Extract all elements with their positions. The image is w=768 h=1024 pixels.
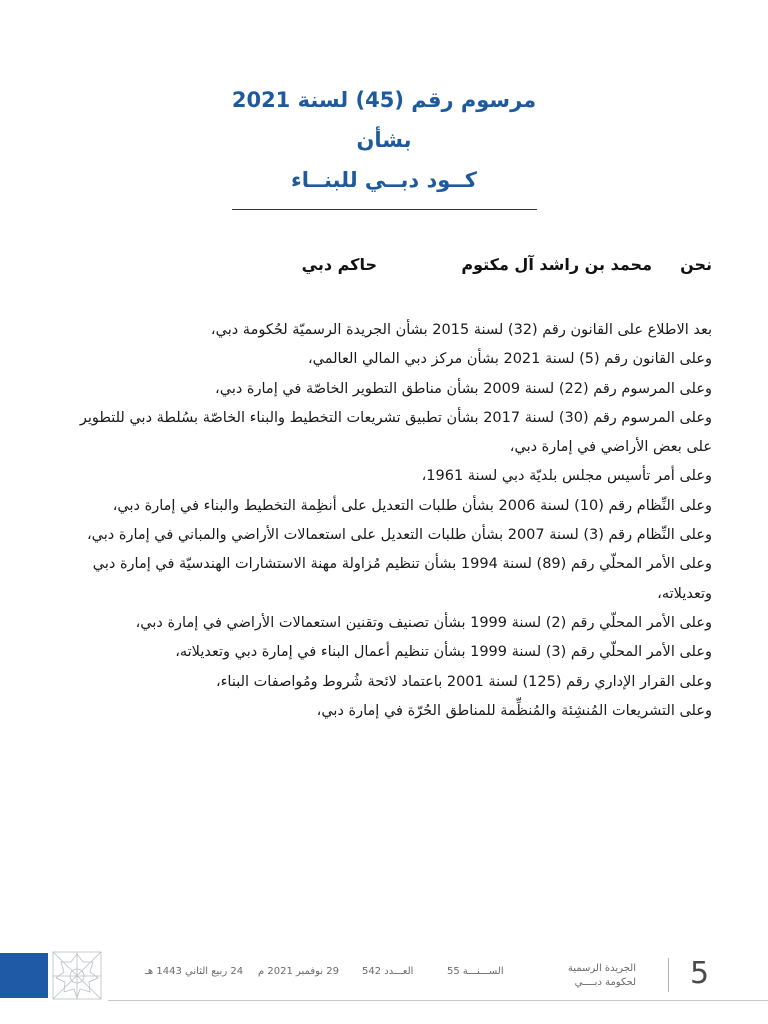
decree-number-line: مرسوم رقم (45) لسنة 2021 (231, 88, 537, 112)
issuer-role: حاكم دبي (301, 255, 377, 274)
preamble-paragraph: وعلى الأمر المحلّي رقم (2) لسنة 1999 بشأن تصنيف وتقنين استعمالات الأراضي في إمارة دبي، (135, 614, 712, 631)
issuer-name: محمد بن راشد آل مكتوم (461, 255, 652, 274)
title-divider (232, 209, 537, 210)
preamble-paragraph: وعلى التشريعات المُنشِئة والمُنظِّمة للمناطق الحُرّة في إمارة دبي، (316, 702, 712, 719)
footer-color-block (0, 953, 48, 998)
issuer-line (52, 255, 712, 285)
footer-separator (668, 958, 669, 992)
preamble-paragraph: وعلى المرسوم رقم (22) لسنة 2009 بشأن مناطق التطوير الخاصّة في إمارة دبي، (215, 380, 712, 397)
preamble-paragraph: بعد الاطلاع على القانون رقم (32) لسنة 2015 بشأن الجريدة الرسميّة لحُكومة دبي، (210, 322, 712, 338)
decree-subject-line: كــود دبــي للبنــاء (291, 168, 477, 192)
geometric-pattern-icon (52, 951, 102, 1000)
preamble-paragraph: وعلى الأمر المحلّي رقم (89) لسنة 1994 بشأن تنظيم مُزاولة مهنة الاستشارات الهندسيّة في إمارة دبي وتعديلاته، (92, 556, 712, 602)
footer-gazette-name (548, 962, 636, 990)
preamble-paragraph: وعلى القانون رقم (5) لسنة 2021 بشأن مركز دبي المالي العالمي، (307, 351, 712, 368)
preamble-paragraph: وعلى النِّظام رقم (3) لسنة 2007 بشأن طلبات التعديل على استعمالات الأراضي والمباني في إمارة دبي، (87, 527, 712, 544)
gazette-line: الجريدة الرسمية (567, 963, 636, 974)
page-number: 5 (690, 956, 710, 991)
footer-issue: العـــدد 542 (362, 966, 414, 977)
footer-divider (108, 1000, 768, 1001)
preamble-paragraph: وعلى النِّظام رقم (10) لسنة 2006 بشأن طلبات التعديل على أنظِمة التخطيط والبناء في إمارة دبي، (112, 497, 712, 514)
preamble-paragraph: وعلى الأمر المحلّي رقم (3) لسنة 1999 بشأن تنظيم أعمال البناء في إمارة دبي وتعديلاته، (175, 644, 712, 661)
preamble-paragraph: وعلى المرسوم رقم (30) لسنة 2017 بشأن تطبيق تشريعات التخطيط والبناء الخاصّة بسُلطة دبي للتطوير على بعض الأراضي في إمارة دبي، (79, 409, 712, 456)
preamble-paragraph: وعلى أمر تأسيس مجلس بلديّة دبي لسنة 1961، (421, 468, 712, 485)
footer-hijri-date: 24 ربيع الثاني 1443 هـ (145, 966, 244, 977)
preamble (56, 316, 712, 726)
preamble-paragraph: وعلى القرار الإداري رقم (125) لسنة 2001 باعتماد لائحة شُروط ومُواصفات البناء، (215, 673, 712, 690)
decree-concerning-line: بشأن (356, 128, 412, 152)
decree-title (0, 80, 768, 200)
issuer-we: نحن (680, 255, 712, 274)
gazette-line: لحكومة دبــــي (574, 977, 636, 988)
footer-gregorian-date: 29 نوفمبر 2021 م (258, 966, 339, 977)
footer-year: الســـنـــة 55 (447, 966, 504, 977)
